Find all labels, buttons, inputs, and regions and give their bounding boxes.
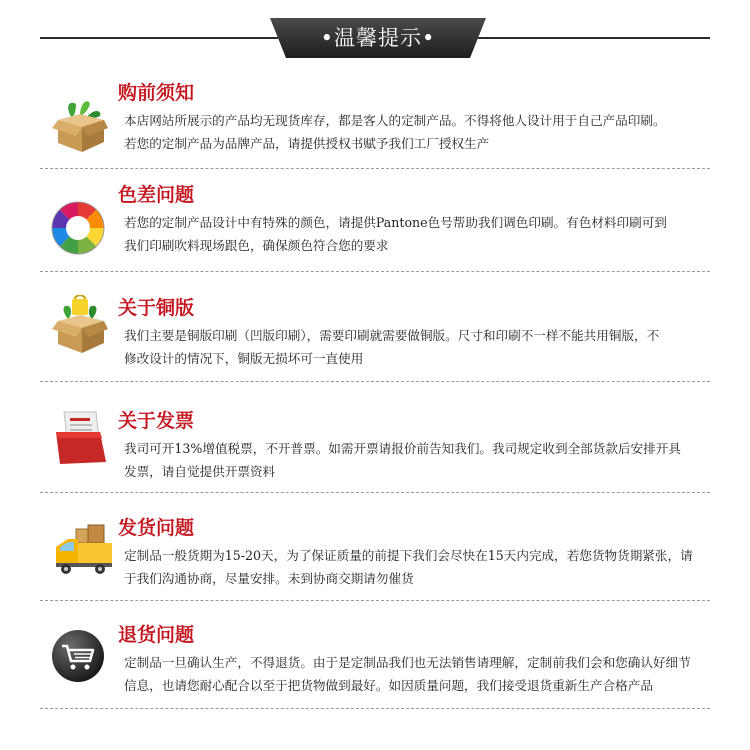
box-with-leaves-icon [50, 96, 110, 156]
section-title: 发货问题 [118, 517, 195, 539]
body-line: 修改设计的情况下，铜版无损坏可一直使用 [124, 351, 364, 366]
dashed-divider [40, 708, 710, 709]
section-invoice [40, 406, 710, 496]
section-body [124, 651, 704, 697]
body-line: 本店网站所展示的产品均无现货库存，都是客人的定制产品。不得将他人设计用于自己产品印刷。 [124, 113, 666, 128]
section-shipping [40, 513, 710, 603]
section-title: 关于发票 [118, 410, 195, 432]
body-line: 定制品一般货期为15-20天，为了保证质量的前提下我们会尽快在15天内完成，若您货物货期紧张，请 [124, 548, 693, 563]
section-title: 购前须知 [118, 82, 195, 104]
section-body [124, 544, 704, 590]
section-body [124, 437, 704, 483]
dashed-divider [40, 600, 710, 601]
section-body [124, 211, 704, 257]
section-body [124, 324, 704, 370]
body-line: 我们印刷吹料现场跟色，确保颜色符合您的要求 [124, 238, 389, 253]
body-line: 我司可开13%增值税票，不开普票。如需开票请报价前告知我们。我司规定收到全部货款后安排开具 [124, 441, 681, 456]
body-line: 若您的定制产品设计中有特殊的颜色，请提供Pantone色号帮助我们调色印刷。有色材料印刷可到 [124, 215, 667, 230]
body-line: 信息，也请您耐心配合以至于把货物做到最好。如因质量问题，我们接受退货重新生产合格产品 [124, 678, 653, 693]
dashed-divider [40, 168, 710, 169]
section-body [124, 109, 704, 155]
body-line: 发票，请自觉提供开票资料 [124, 464, 276, 479]
body-line: 若您的定制产品为品牌产品，请提供授权书赋予我们工厂授权生产 [124, 136, 490, 151]
page-title: •温馨提示• [320, 26, 436, 50]
invoice-folder-icon [50, 408, 110, 468]
dashed-divider [40, 381, 710, 382]
box-with-bag-icon [50, 295, 110, 355]
section-copper-plate [40, 293, 710, 383]
dashed-divider [40, 492, 710, 493]
color-wheel-icon [50, 200, 110, 260]
body-line: 于我们沟通协商，尽量安排。未到协商交期请勿催货 [124, 571, 414, 586]
header-rule-left [40, 37, 278, 39]
header-rule-right [478, 37, 710, 39]
section-color-difference [40, 180, 710, 280]
section-title: 关于铜版 [118, 297, 195, 319]
dashed-divider [40, 271, 710, 272]
section-title: 退货问题 [118, 624, 195, 646]
body-line: 定制品一旦确认生产，不得退货。由于是定制品我们也无法销售请理解，定制前我们会和您确认好细节 [124, 655, 691, 670]
delivery-truck-icon [54, 519, 114, 579]
section-returns [40, 620, 710, 710]
body-line: 我们主要是铜版印刷（凹版印刷），需要印刷就需要做铜版。尺寸和印刷不一样不能共用铜版，不 [124, 328, 660, 343]
section-title: 色差问题 [118, 184, 195, 206]
header-badge [270, 18, 486, 58]
section-before-purchase [40, 78, 710, 180]
shopping-cart-icon [50, 628, 110, 688]
